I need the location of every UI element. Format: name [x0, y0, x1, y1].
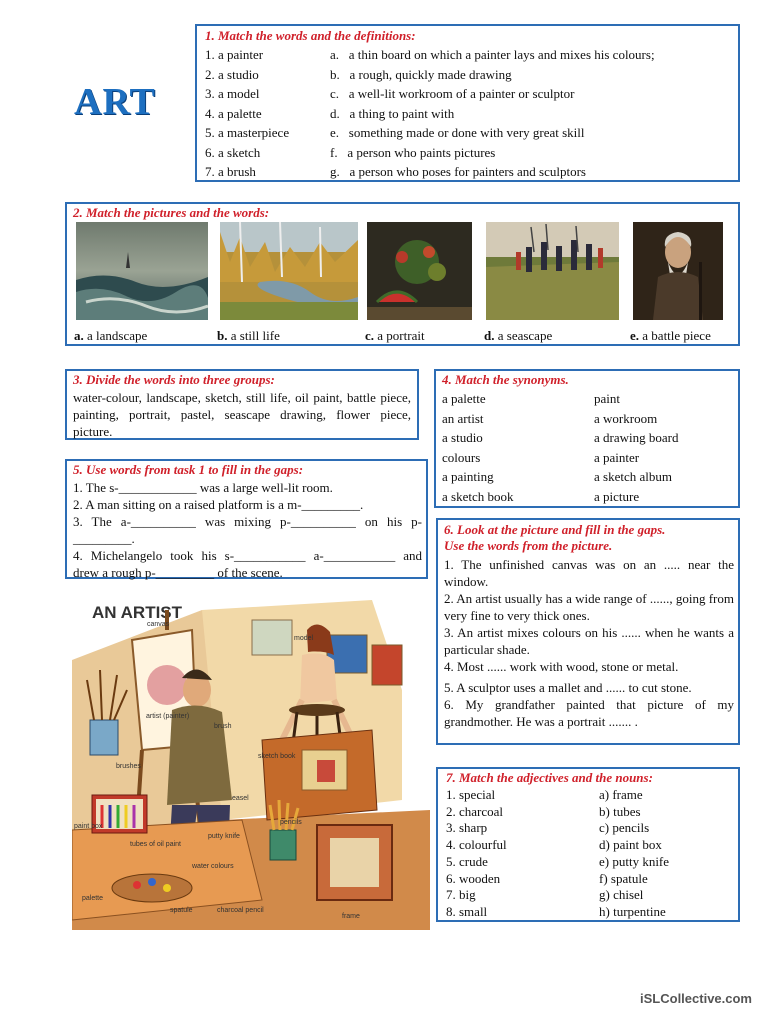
- adjective-item: 7. big: [446, 887, 476, 903]
- task6-box: [436, 518, 740, 745]
- label-palette: palette: [82, 895, 104, 902]
- task7-adjectives: [446, 787, 507, 921]
- adjective-item: 5. crude: [446, 853, 488, 869]
- task3-heading: 3. Divide the words into three groups:: [73, 372, 275, 387]
- task5-lines: [73, 479, 422, 581]
- task5-box: [65, 459, 428, 579]
- task5-heading: 5. Use words from task 1 to fill in the gaps:: [73, 462, 304, 477]
- gap-line: 5. A sculptor uses a mallet and ...... to cut stone.: [444, 680, 692, 695]
- definition-item: a. a thin board on which a painter lays and mixes his colours;: [330, 47, 655, 62]
- synonym-right: a painter: [594, 449, 640, 465]
- noun-item: e) putty knife: [599, 853, 670, 869]
- noun-item: h) turpentine: [599, 903, 666, 919]
- task4-left-column: [442, 389, 513, 506]
- task6-heading: 6. Look at the picture and fill in the gaps.: [444, 522, 666, 537]
- caption-c: c. a portrait: [365, 328, 425, 343]
- seascape-picture: [76, 222, 208, 320]
- synonym-right: a drawing board: [594, 430, 679, 445]
- label-model: model: [294, 635, 314, 642]
- gap-line: 3. An artist mixes colours on his ...... when he wants a particular shade.: [444, 625, 734, 657]
- task1-definitions: [330, 46, 655, 183]
- task4-right-column: [594, 389, 678, 506]
- synonym-right: a workroom: [594, 410, 658, 426]
- task1-heading: 1. Match the words and the definitions:: [205, 28, 416, 43]
- gap-line: 2. An artist usually has a wide range of ......, going from very fine to very thick ones.: [444, 591, 734, 623]
- portrait-picture: [633, 222, 723, 320]
- label-brush: brush: [214, 723, 232, 730]
- synonym-left: an artist: [442, 410, 484, 426]
- definition-item: d. a thing to paint with: [330, 105, 455, 121]
- caption-d: d. a seascape: [484, 328, 553, 343]
- word-item: 6. a sketch: [205, 144, 261, 160]
- task7-heading: 7. Match the adjectives and the nouns:: [446, 770, 653, 785]
- gap-line: 1. The unfinished canvas was on an ..... near the window.: [444, 557, 734, 589]
- noun-item: c) pencils: [599, 820, 650, 836]
- synonym-left: a studio: [442, 430, 483, 445]
- label-brushes: brushes: [116, 763, 141, 770]
- artist-studio-illustration: [72, 600, 430, 930]
- word-item: 1. a painter: [205, 47, 264, 62]
- task1-words: [205, 46, 289, 183]
- noun-item: g) chisel: [599, 887, 644, 903]
- label-frame: frame: [342, 913, 360, 920]
- word-item: 3. a model: [205, 86, 260, 101]
- task3-body: water-colour, landscape, sketch, still life, oil paint, battle piece, painting, portrait, pastel, seascape drawing, flower piece, picture.: [73, 390, 411, 439]
- watermark: iSLCollective.com: [640, 991, 752, 1006]
- synonym-left: a sketch book: [442, 488, 514, 504]
- noun-item: f) spatule: [599, 870, 648, 886]
- landscape-picture: [220, 222, 358, 320]
- task6-lines: [444, 556, 734, 730]
- label-charcoal-pencil: charcoal pencil: [217, 907, 264, 914]
- still-life-picture: [367, 222, 472, 320]
- adjective-item: 1. special: [446, 787, 496, 802]
- adjective-item: 2. charcoal: [446, 803, 504, 819]
- gap-line: 4. Michelangelo took his s-___________ a-___________ and drew a rough p-_________ of the scene.: [73, 548, 422, 580]
- gap-line: 3. The a-__________ was mixing p-__________ on his p-_________.: [73, 514, 422, 546]
- label-sketch-book: sketch book: [258, 753, 296, 760]
- gap-line: 2. A man sitting on a raised platform is a m-_________.: [73, 497, 364, 512]
- label-easel: easel: [232, 795, 249, 802]
- word-item: 7. a brush: [205, 164, 256, 179]
- adjective-item: 6. wooden: [446, 870, 501, 886]
- adjective-item: 8. small: [446, 903, 488, 919]
- synonym-right: a picture: [594, 488, 640, 504]
- task6-subheading: Use the words from the picture.: [444, 538, 613, 553]
- gap-line: 6. My grandfather painted that picture of my grandmother. He was a portrait ....... .: [444, 697, 734, 729]
- definition-item: g. a person who poses for painters and sculptors: [330, 164, 586, 179]
- label-canvas: canvas: [147, 621, 170, 628]
- noun-item: d) paint box: [599, 837, 662, 853]
- synonym-left: colours: [442, 449, 481, 465]
- task1-box: [195, 24, 740, 182]
- word-item: 2. a studio: [205, 66, 259, 82]
- definition-item: e. something made or done with very great skill: [330, 125, 585, 140]
- task7-nouns: [599, 787, 669, 921]
- word-item: 4. a palette: [205, 105, 262, 121]
- caption-a: a. a landscape: [74, 328, 148, 343]
- task7-box: [436, 767, 740, 922]
- task4-box: [434, 369, 740, 508]
- synonym-right: paint: [594, 391, 620, 406]
- noun-item: b) tubes: [599, 803, 641, 819]
- label-paint-box: paint box: [74, 823, 103, 830]
- gap-line: 1. The s-____________ was a large well-lit room.: [73, 480, 333, 495]
- page-title: ART: [74, 81, 156, 123]
- word-item: 5. a masterpiece: [205, 125, 290, 140]
- battle-piece-picture: [486, 222, 619, 320]
- definition-item: f. a person who paints pictures: [330, 144, 496, 160]
- task2-box: [65, 202, 740, 346]
- synonym-left: a painting: [442, 469, 494, 484]
- gap-line: 4. Most ...... work with wood, stone or metal.: [444, 659, 679, 674]
- label-tubes: tubes of oil paint: [130, 841, 181, 848]
- synonym-right: a sketch album: [594, 469, 672, 484]
- definition-item: b. a rough, quickly made drawing: [330, 66, 512, 82]
- label-putty-knife: putty knife: [208, 833, 240, 840]
- task3-box: [65, 369, 419, 440]
- label-water-colours: water colours: [192, 863, 234, 870]
- definition-item: c. a well-lit workroom of a painter or sculptor: [330, 86, 575, 101]
- adjective-item: 3. sharp: [446, 820, 488, 836]
- adjective-item: 4. colourful: [446, 837, 507, 853]
- task2-heading: 2. Match the pictures and the words:: [73, 205, 270, 220]
- caption-b: b. a still life: [217, 328, 280, 343]
- illustration-title: AN ARTIST: [92, 603, 183, 622]
- synonym-left: a palette: [442, 391, 486, 406]
- noun-item: a) frame: [599, 787, 643, 802]
- label-pencils: pencils: [280, 819, 302, 826]
- caption-e: e. a battle piece: [630, 328, 711, 343]
- task4-heading: 4. Match the synonyms.: [442, 372, 569, 387]
- label-artist: artist (painter): [146, 713, 190, 720]
- label-spatule: spatule: [170, 907, 193, 914]
